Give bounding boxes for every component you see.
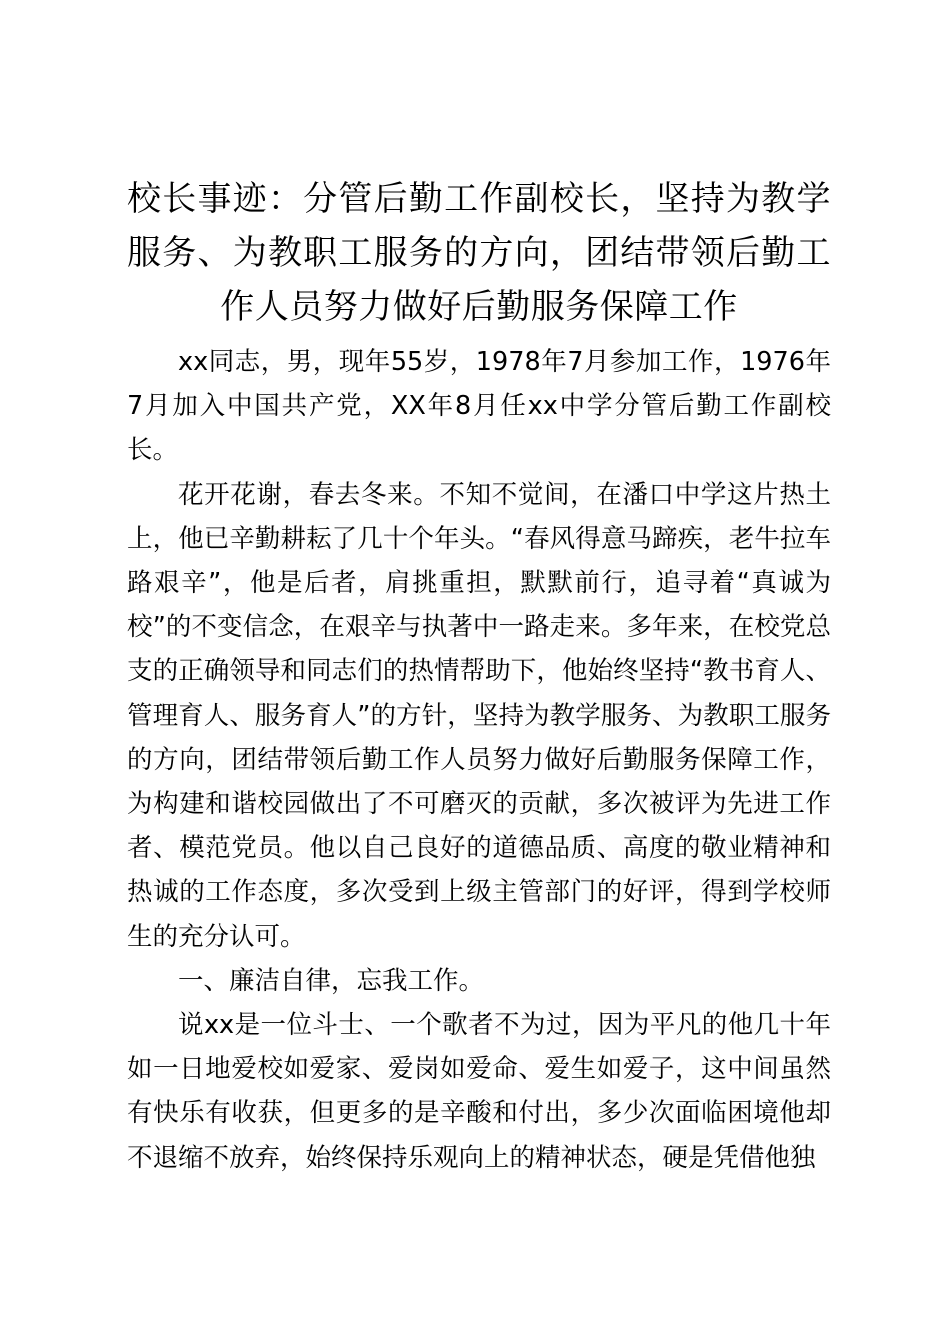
document-title: 校长事迹：分管后勤工作副校长，坚持为教学服务、为教职工服务的方向，团结带领后勤工作人员努力做好后勤服务保障工作: [127, 179, 831, 327]
paragraph-intro: 花开花谢，春去冬来。不知不觉间，在潘口中学这片热土上，他已辛勤耕耘了几十个年头。“春风得意马蹄疾，老牛拉车路艰辛”，他是后者，肩挑重担，默默前行，追寻着“真诚为校”的不变信念，在艰辛与执著中一路走来。多年来，在校党总支的正确领导和同志们的热情帮助下，他始终坚持“教书育人、管理育人、服务育人”的方针，坚持为教学服务、为教职工服务的方向，团结带领后勤工作人员努力做好后勤服务保障工作，为构建和谐校园做出了不可磨灭的贡献，多次被评为先进工作者、模范党员。他以自己良好的道德品质、高度的敬业精神和热诚的工作态度，多次受到上级主管部门的好评，得到学校师生的充分认可。: [127, 479, 831, 952]
paragraph-profile: xx同志，男，现年55岁，1978年7月参加工作，1976年7月加入中国共产党，XX年8月任xx中学分管后勤工作副校长。: [127, 347, 831, 466]
section-heading-1: 一、廉洁自律，忘我工作。: [178, 965, 485, 996]
paragraph-section-1: 说xx是一位斗士、一个歌者不为过，因为平凡的他几十年如一日地爱校如爱家、爱岗如爱命、爱生如爱子，这中间虽然有快乐有收获，但更多的是辛酸和付出，多少次面临困境他却不退缩不放弃，始终保持乐观向上的精神状态，硬是凭借他独: [127, 1010, 831, 1173]
document-page: [127, 172, 831, 1180]
